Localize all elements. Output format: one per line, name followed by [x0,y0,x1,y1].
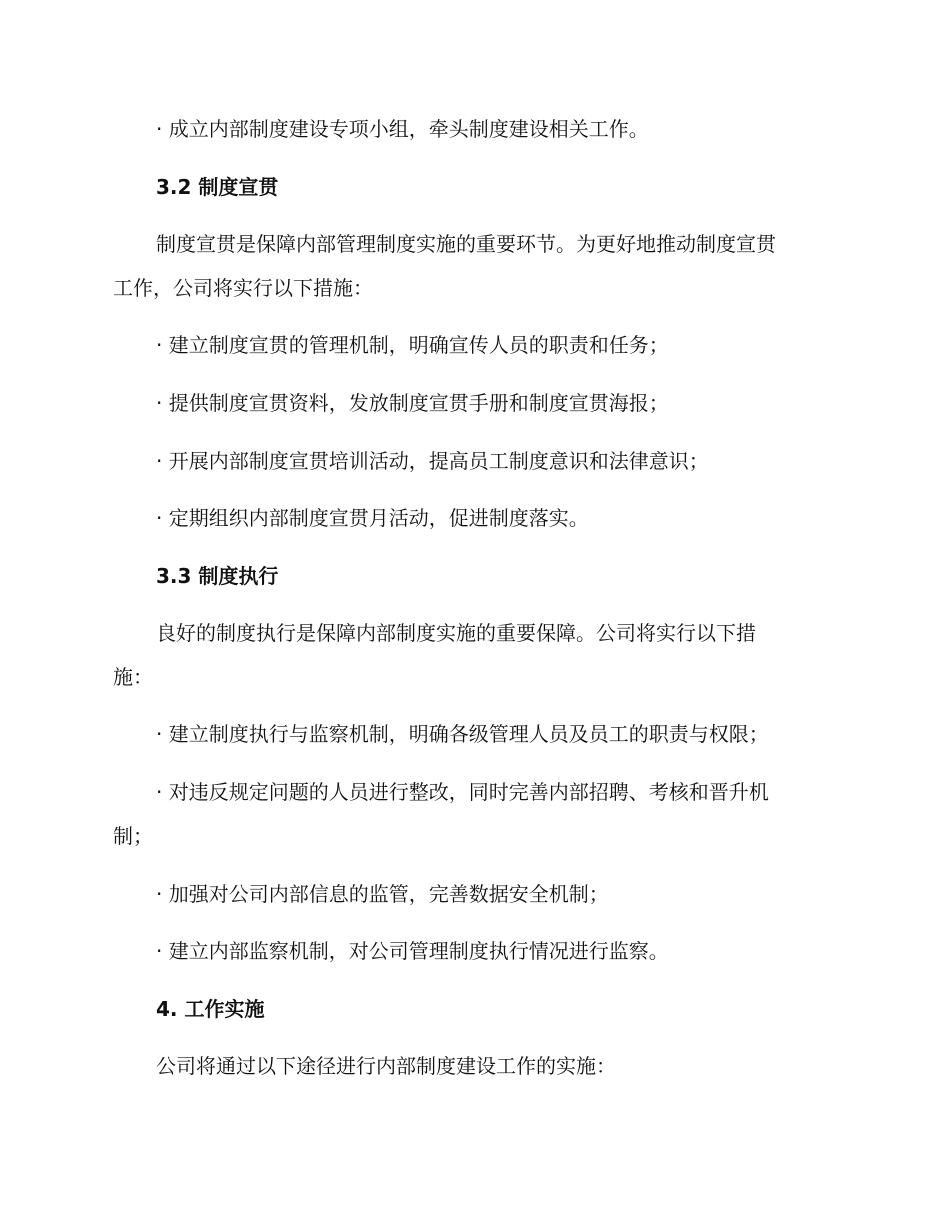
bullet-line: · 建立制度宣贯的管理机制，明确宣传人员的职责和任务； [156,333,669,357]
paragraph-line: 工作，公司将实行以下措施： [113,276,373,300]
bullet-line: · 开展内部制度宣贯培训活动，提高员工制度意识和法律意识； [156,449,709,473]
section-heading: 3.3 制度执行 [156,564,279,588]
bullet-line: · 对违反规定问题的人员进行整改，同时完善内部招聘、考核和晋升机 [156,780,769,804]
paragraph-line: 施： [113,665,153,689]
section-heading: 4. 工作实施 [156,997,265,1021]
bullet-line: · 提供制度宣贯资料，发放制度宣贯手册和制度宣贯海报； [156,391,669,415]
bullet-line: · 定期组织内部制度宣贯月活动，促进制度落实。 [156,506,589,530]
section-heading: 3.2 制度宣贯 [156,175,279,199]
paragraph-line: 良好的制度执行是保障内部制度实施的重要保障。公司将实行以下措 [156,621,756,645]
paragraph-line: 制； [113,824,153,848]
bullet-line: · 加强对公司内部信息的监管，完善数据安全机制； [156,882,609,906]
bullet-line: · 成立内部制度建设专项小组，牵头制度建设相关工作。 [156,117,649,141]
paragraph-line: 制度宣贯是保障内部管理制度实施的重要环节。为更好地推动制度宣贯 [156,232,776,256]
bullet-line: · 建立内部监察机制，对公司管理制度执行情况进行监察。 [156,939,669,963]
paragraph-line: 公司将通过以下途径进行内部制度建设工作的实施： [156,1054,616,1078]
bullet-line: · 建立制度执行与监察机制，明确各级管理人员及员工的职责与权限； [156,722,769,746]
